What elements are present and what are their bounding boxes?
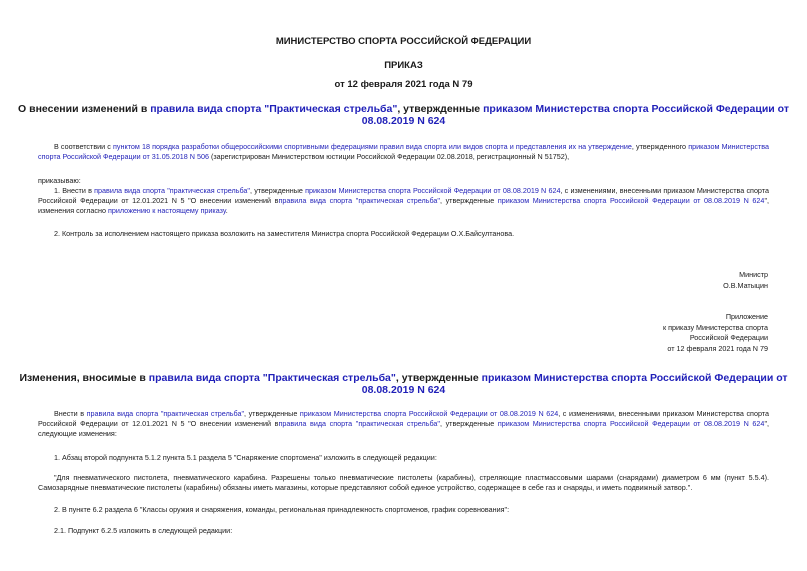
intro-text: , утвержденные [244, 409, 300, 418]
preamble-text: , утвержденного [631, 142, 689, 151]
intro-rules-link[interactable]: правила вида спорта "практическая стрельба" [86, 409, 245, 418]
document-title [0, 103, 807, 127]
intro-text: , утвержденные [439, 419, 498, 429]
item1-text: , с изменениями, внесенными приказом Министерства спорта Российской Федерации от 12.01.2021 N 5 "О внесении изменений в [38, 186, 769, 206]
item1-text: , утвержденные [439, 196, 498, 206]
item1-rules-link[interactable]: правила вида спорта "практическая стрельба" [94, 186, 250, 195]
signature-name: О.В.Матыцин [723, 280, 768, 290]
title-text: О внесении изменений в [18, 103, 151, 115]
changes-title [0, 372, 807, 396]
intro-text: , с изменениями, внесенными приказом Министерства спорта Российской Федерации от 12.01.2021 N 5 "О внесении изменений в [38, 409, 769, 429]
changes-intro-paragraph [38, 409, 769, 440]
change-item-1-quote: "Для пневматического пистолета, пневматического карабина. Разрешены только пневматические пистолеты (карабины), стреляющие пластмассовыми шарами (снарядами) диаметром 6 мм (пункт 5.5.4). Самозарядные пневматические пистолеты (карабины) обязаны иметь магазины, которые представляют собой единое устройство, содержащее в себе газ и снаряды, и иметь подвижный затвор.". [38, 473, 769, 493]
title-rules-link[interactable]: правила вида спорта "Практическая стрельба" [150, 103, 398, 115]
section-title-text: , утвержденные [395, 372, 482, 384]
appendix-line: Приложение [725, 312, 768, 321]
item1-order-link-2[interactable]: приказом Министерства спорта Российской Федерации от 08.08.2019 N 624 [497, 196, 765, 206]
intro-order-link-2[interactable]: приказом Министерства спорта Российской Федерации от 08.08.2019 N 624 [497, 419, 765, 429]
ministry-heading: МИНИСТЕРСТВО СПОРТА РОССИЙСКОЙ ФЕДЕРАЦИИ [275, 36, 532, 47]
item1-text: 1. Внести в [54, 186, 95, 195]
section-title-rules-link[interactable]: правила вида спорта "Практическая стрельба" [148, 372, 396, 384]
change-item-2: 2. В пункте 6.2 раздела 6 "Классы оружия и снаряжения, команды, региональная принадлежность спортсменов, график соревнования": [54, 505, 510, 514]
item1-text: ", изменения согласно [38, 196, 769, 216]
signature-block [723, 270, 768, 291]
section-title-text: Изменения, вносимые в [19, 372, 149, 384]
orders-word: приказываю: [38, 176, 81, 185]
title-order-link[interactable]: приказом Министерства спорта Российской Федерации от 08.08.2019 N 624 [361, 103, 789, 127]
preamble-paragraph [38, 142, 769, 162]
item1-order-link[interactable]: приказом Министерства спорта Российской Федерации от 08.08.2019 N 624 [305, 186, 561, 195]
preamble-text: (зарегистрирован Министерством юстиции Российской Федерации 02.08.2018, регистрационный N 51752), [208, 152, 570, 162]
item1-text: . [225, 206, 228, 216]
section-title-order-link[interactable]: приказом Министерства спорта Российской Федерации от 08.08.2019 N 624 [361, 372, 788, 396]
preamble-procedure-link[interactable]: пунктом 18 порядка разработки общероссийскими спортивными федерациями правил вида спорта или видов спорта и представления их на утверждение [113, 142, 632, 151]
appendix-block [663, 312, 768, 354]
intro-rules-link-2[interactable]: правила вида спорта "практическая стрельба" [278, 419, 440, 429]
appendix-line: Российской Федерации [689, 333, 768, 342]
intro-order-link[interactable]: приказом Министерства спорта Российской Федерации от 08.08.2019 N 624 [299, 409, 559, 418]
order-item-1 [38, 186, 769, 217]
item1-text: , утвержденные [249, 186, 306, 195]
change-item-1: 1. Абзац второй подпункта 5.1.2 пункта 5.1 раздела 5 "Снаряжение спортсмена" изложить в следующей редакции: [54, 453, 437, 462]
change-item-2-1: 2.1. Подпункт 6.2.5 изложить в следующей редакции: [54, 526, 233, 535]
appendix-line: к приказу Министерства спорта [662, 322, 768, 332]
intro-text: ", следующие изменения: [38, 419, 769, 439]
preamble-text: В соответствии с [54, 142, 114, 151]
order-heading: ПРИКАЗ [384, 60, 423, 71]
intro-text: Внести в [54, 409, 87, 418]
preamble-order-link[interactable]: приказом Министерства спорта Российской Федерации от 31.05.2018 N 506 [38, 142, 770, 162]
appendix-line: от 12 февраля 2021 года N 79 [667, 343, 768, 353]
item1-rules-link-2[interactable]: правила вида спорта "практическая стрельба" [278, 196, 440, 206]
order-item-2: 2. Контроль за исполнением настоящего приказа возложить на заместителя Министра спорта Российской Федерации О.Х.Байсултанова. [54, 229, 515, 238]
item1-appendix-link[interactable]: приложению к настоящему приказу [107, 206, 226, 216]
order-date: от 12 февраля 2021 года N 79 [334, 79, 473, 90]
title-text: , утвержденные [397, 103, 484, 115]
signature-position: Министр [739, 270, 768, 279]
